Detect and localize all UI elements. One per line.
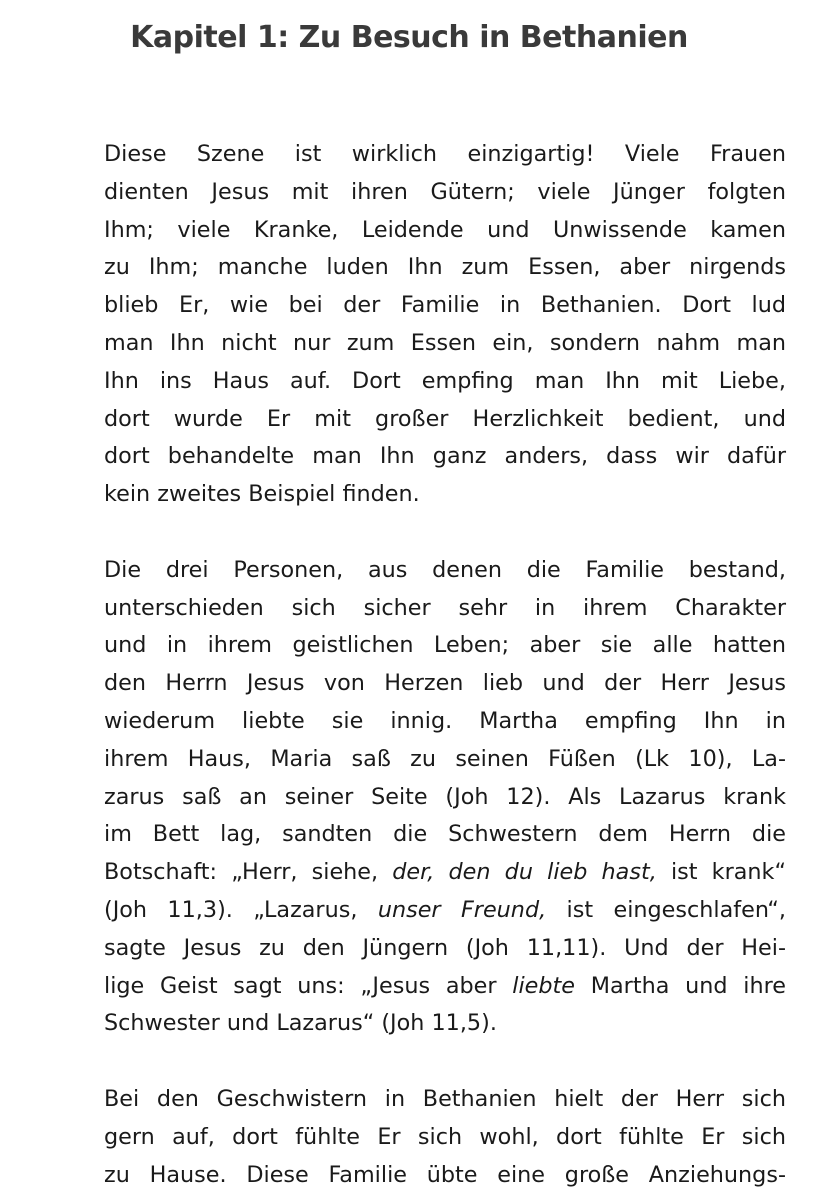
text-line: blieb Er, wie bei der Familie in Bethanien. Dort lud (104, 292, 786, 319)
text-line: Ihm; viele Kranke, Leidende und Unwissende kamen (104, 216, 786, 243)
text-line: sagte Jesus zu den Jüngern (Joh 11,11). Und der Hei- (104, 934, 786, 961)
text-line: Bei den Geschwistern in Bethanien hielt der Herr sich (104, 1085, 786, 1112)
text-line: Diese Szene ist wirklich einzigartig! Viele Frauen (104, 141, 786, 167)
text-line: wiederum liebte sie innig. Martha empfing Ihn in (104, 707, 786, 734)
text-segment: Botschaft: „Herr, siehe, (104, 859, 393, 886)
text-line-with-italic (104, 892, 786, 930)
text-line: man Ihn nicht nur zum Essen ein, sondern nahm man (104, 329, 786, 356)
text-line: zu Ihm; manche luden Ihn zum Essen, aber nirgends (104, 254, 786, 281)
text-line: Die drei Personen, aus denen die Familie bestand, (104, 556, 786, 583)
text-line: den Herrn Jesus von Herzen lieb und der Herr Jesus (104, 670, 786, 697)
paragraph-2 (104, 552, 786, 1043)
text-line: dienten Jesus mit ihren Gütern; viele Jünger folgten (104, 178, 786, 205)
text-line: Schwester und Lazarus“ (Joh 11,5). (104, 1010, 497, 1037)
body-text (104, 136, 786, 1194)
text-line: dort behandelte man Ihn ganz anders, dass wir dafür (104, 443, 786, 470)
text-segment: ist eingeschlafen“, (546, 896, 786, 923)
text-line: unterschieden sich sicher sehr in ihrem Charakter (104, 594, 786, 621)
text-line: gern auf, dort fühlte Er sich wohl, dort fühlte Er sich (104, 1123, 786, 1150)
text-segment: (Joh 11,3). „Lazarus, (104, 896, 378, 923)
text-segment: Martha und ihre (575, 972, 786, 999)
text-line: dort wurde Er mit großer Herzlichkeit bedient, und (104, 405, 786, 432)
italic-quote: liebte (512, 972, 576, 999)
text-line: Ihn ins Haus auf. Dort empfing man Ihn mit Liebe, (104, 367, 786, 394)
paragraph-3 (104, 1081, 786, 1194)
text-line: und in ihrem geistlichen Leben; aber sie alle hatten (104, 632, 786, 659)
text-segment: ist krank“ (656, 859, 787, 886)
text-line-with-italic (104, 968, 786, 1006)
chapter-title: Kapitel 1: Zu Besuch in Bethanien (130, 20, 688, 55)
text-line: im Bett lag, sandten die Schwestern dem Herrn die (104, 821, 786, 848)
italic-quote: unser Freund, (377, 896, 547, 923)
text-line: kein zweites Beispiel finden. (104, 481, 420, 508)
italic-quote: der, den du lieb hast, (392, 859, 657, 886)
text-line-with-italic (104, 854, 786, 892)
paragraph-1 (104, 136, 786, 514)
text-line: ihrem Haus, Maria saß zu seinen Füßen (Lk 10), La- (104, 745, 786, 772)
text-segment: lige Geist sagt uns: „Jesus aber (104, 972, 513, 999)
text-line: zarus saß an seiner Seite (Joh 12). Als Lazarus krank (104, 783, 786, 810)
text-line: zu Hause. Diese Familie übte eine große Anziehungs- (104, 1161, 786, 1188)
